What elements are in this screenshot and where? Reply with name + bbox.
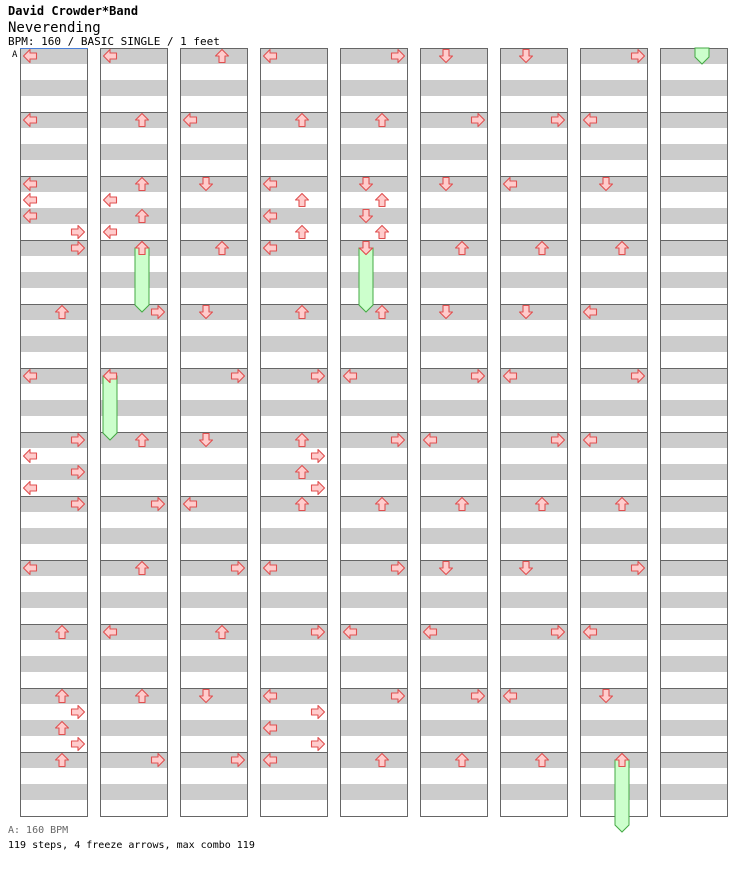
measure [660,176,728,241]
measure [660,112,728,177]
footer-stats: 119 steps, 4 freeze arrows, max combo 119 [8,840,255,851]
measure [420,496,488,561]
measure [580,688,648,753]
measure-backgrounds [20,48,728,817]
measure [100,688,168,753]
freeze-arrow [135,248,149,312]
measure [580,752,648,817]
measure [660,688,728,753]
measure [500,240,568,305]
freeze-arrow [615,760,629,832]
measure [660,240,728,305]
measure [580,496,648,561]
measure [100,240,168,305]
measure [660,368,728,433]
freeze-arrow [359,248,373,312]
measure [180,240,248,305]
measure [260,304,328,369]
measure [420,752,488,817]
measure [100,560,168,625]
measure [260,496,328,561]
measure [660,624,728,689]
measure [20,304,88,369]
measure [660,560,728,625]
measure [500,752,568,817]
measure [180,48,248,113]
measure [180,624,248,689]
measure [660,752,728,817]
measure [340,240,408,305]
measure [260,112,328,177]
measure [340,304,408,369]
measure [500,48,568,113]
section-marker-label: A [12,50,18,60]
measure [340,176,408,241]
measure [340,496,408,561]
measure [100,112,168,177]
freeze-arrow [103,376,117,440]
measure [180,688,248,753]
song-title: Neverending [8,20,101,36]
measure [420,240,488,305]
measure [100,432,168,497]
measure [580,240,648,305]
measure [660,48,728,113]
measure [420,560,488,625]
measure [420,48,488,113]
measure [660,496,728,561]
footer-bpm: A: 160 BPM [8,825,69,836]
measure [660,432,728,497]
measure [20,624,88,689]
measure [580,176,648,241]
measure [500,560,568,625]
measure [420,176,488,241]
measure [340,112,408,177]
measure [340,752,408,817]
measure [660,304,728,369]
measure [500,304,568,369]
measure [180,176,248,241]
measure [500,496,568,561]
measure [180,304,248,369]
measure [420,304,488,369]
measure [180,432,248,497]
measure [20,752,88,817]
song-artist: David Crowder*Band [8,4,139,18]
chart-info: BPM: 160 / BASIC SINGLE / 1 feet [8,35,220,48]
